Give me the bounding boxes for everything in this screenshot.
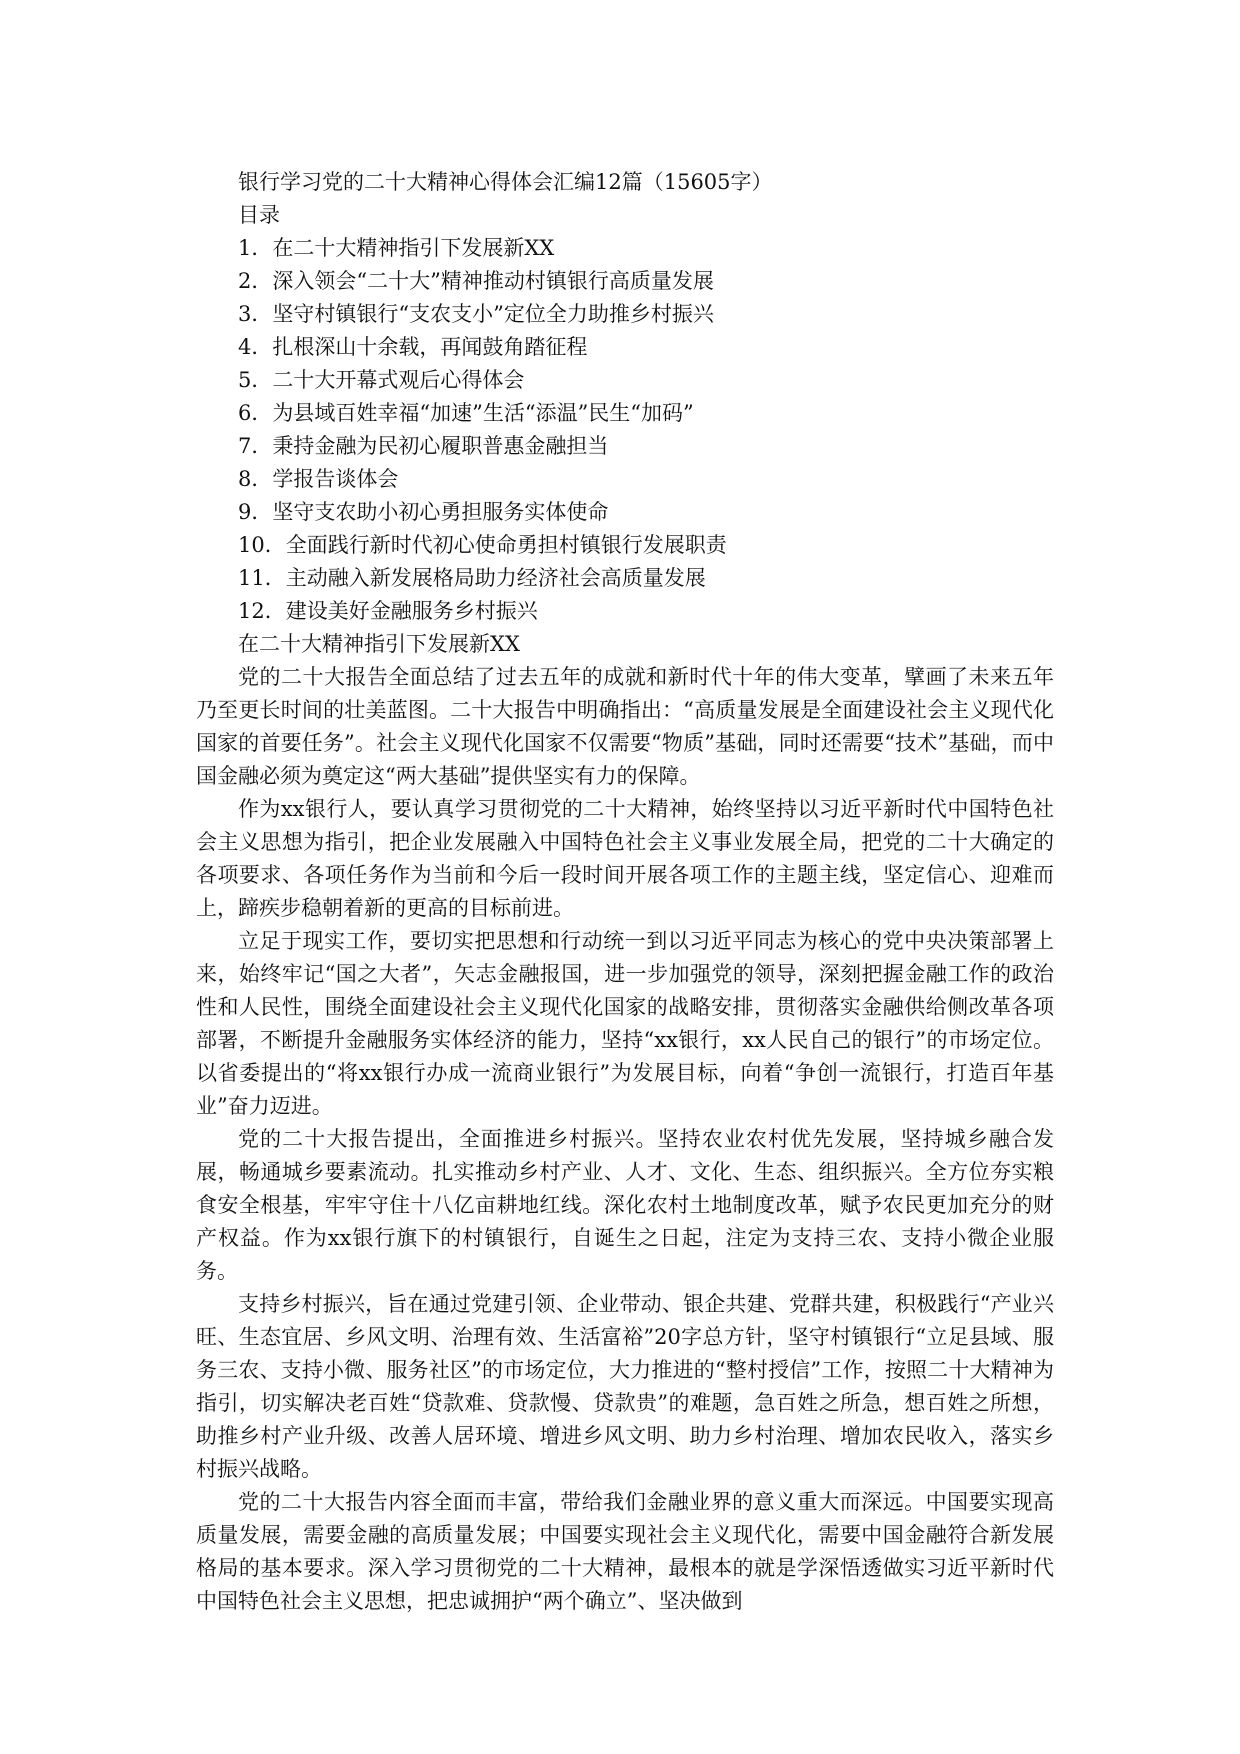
document-body bbox=[196, 166, 1054, 1618]
toc-item: 5．二十大开幕式观后心得体会 bbox=[238, 368, 525, 392]
section-title: 在二十大精神指引下发展新XX bbox=[238, 632, 520, 656]
body-paragraph: 立足于现实工作，要切实把思想和行动统一到以习近平同志为核心的党中央决策部署上来，始终牢记“国之大者”，矢志金融报国，进一步加强党的领导，深刻把握金融工作的政治性和人民性，围绕全面建设社会主义现代化国家的战略安排，贯彻落实金融供给侧改革各项部署，不断提升金融服务实体经济的能力，坚持“xx银行，xx人民自己的银行”的市场定位。以省委提出的“将xx银行办成一流商业银行”为发展目标，向着“争创一流银行，打造百年基业”奋力迈进。 bbox=[196, 929, 1055, 1118]
toc-item: 9．坚守支农助小初心勇担服务实体使命 bbox=[238, 500, 609, 524]
toc-item: 7．秉持金融为民初心履职普惠金融担当 bbox=[238, 434, 609, 458]
toc-heading: 目录 bbox=[238, 203, 280, 227]
toc-item: 6．为县域百姓幸福“加速”生活“添温”民生“加码” bbox=[238, 401, 694, 425]
toc-item: 12．建设美好金融服务乡村振兴 bbox=[238, 599, 538, 623]
body-paragraph: 党的二十大报告提出，全面推进乡村振兴。坚持农业农村优先发展，坚持城乡融合发展，畅通城乡要素流动。扎实推动乡村产业、人才、文化、生态、组织振兴。全方位夯实粮食安全根基，牢牢守住十八亿亩耕地红线。深化农村土地制度改革，赋予农民更加充分的财产权益。作为xx银行旗下的村镇银行，自诞生之日起，注定为支持三农、支持小微企业服务。 bbox=[196, 1127, 1054, 1283]
toc-item: 8．学报告谈体会 bbox=[238, 467, 399, 491]
toc-item: 10．全面践行新时代初心使命勇担村镇银行发展职责 bbox=[238, 533, 727, 557]
toc-item: 2．深入领会“二十大”精神推动村镇银行高质量发展 bbox=[238, 269, 714, 293]
body-paragraph: 作为xx银行人，要认真学习贯彻党的二十大精神，始终坚持以习近平新时代中国特色社会主义思想为指引，把企业发展融入中国特色社会主义事业发展全局，把党的二十大确定的各项要求、各项任务作为当前和今后一段时间开展各项工作的主题主线，坚定信心、迎难而上，蹄疾步稳朝着新的更高的目标前进。 bbox=[196, 797, 1054, 920]
toc-item: 4．扎根深山十余载，再闻鼓角踏征程 bbox=[238, 335, 588, 359]
body-paragraph: 党的二十大报告全面总结了过去五年的成就和新时代十年的伟大变革，擘画了未来五年乃至更长时间的壮美蓝图。二十大报告中明确指出：“高质量发展是全面建设社会主义现代化国家的首要任务”。社会主义现代化国家不仅需要“物质”基础，同时还需要“技术”基础，而中国金融必须为奠定这“两大基础”提供坚实有力的保障。 bbox=[196, 665, 1054, 788]
toc-item: 11．主动融入新发展格局助力经济社会高质量发展 bbox=[238, 566, 706, 590]
body-paragraph: 党的二十大报告内容全面而丰富，带给我们金融业界的意义重大而深远。中国要实现高质量发展，需要金融的高质量发展；中国要实现社会主义现代化，需要中国金融符合新发展格局的基本要求。深入学习贯彻党的二十大精神，最根本的就是学深悟透做实习近平新时代中国特色社会主义思想，把忠诚拥护“两个确立”、坚决做到 bbox=[196, 1490, 1054, 1613]
toc-item: 1．在二十大精神指引下发展新XX bbox=[238, 236, 555, 260]
table-of-contents bbox=[196, 232, 1054, 628]
toc-item: 3．坚守村镇银行“支农支小”定位全力助推乡村振兴 bbox=[238, 302, 714, 326]
body-paragraph: 支持乡村振兴，旨在通过党建引领、企业带动、银企共建、党群共建，积极践行“产业兴旺、生态宜居、乡风文明、治理有效、生活富裕”20字总方针，坚守村镇银行“立足县域、服务三农、支持小微、服务社区”的市场定位，大力推进的“整村授信”工作，按照二十大精神为指引，切实解决老百姓“贷款难、贷款慢、贷款贵”的难题，急百姓之所急，想百姓之所想，助推乡村产业升级、改善人居环境、增进乡风文明、助力乡村治理、增加农民收入，落实乡村振兴战略。 bbox=[196, 1292, 1054, 1481]
document-title: 银行学习党的二十大精神心得体会汇编12篇（15605字） bbox=[238, 170, 773, 194]
